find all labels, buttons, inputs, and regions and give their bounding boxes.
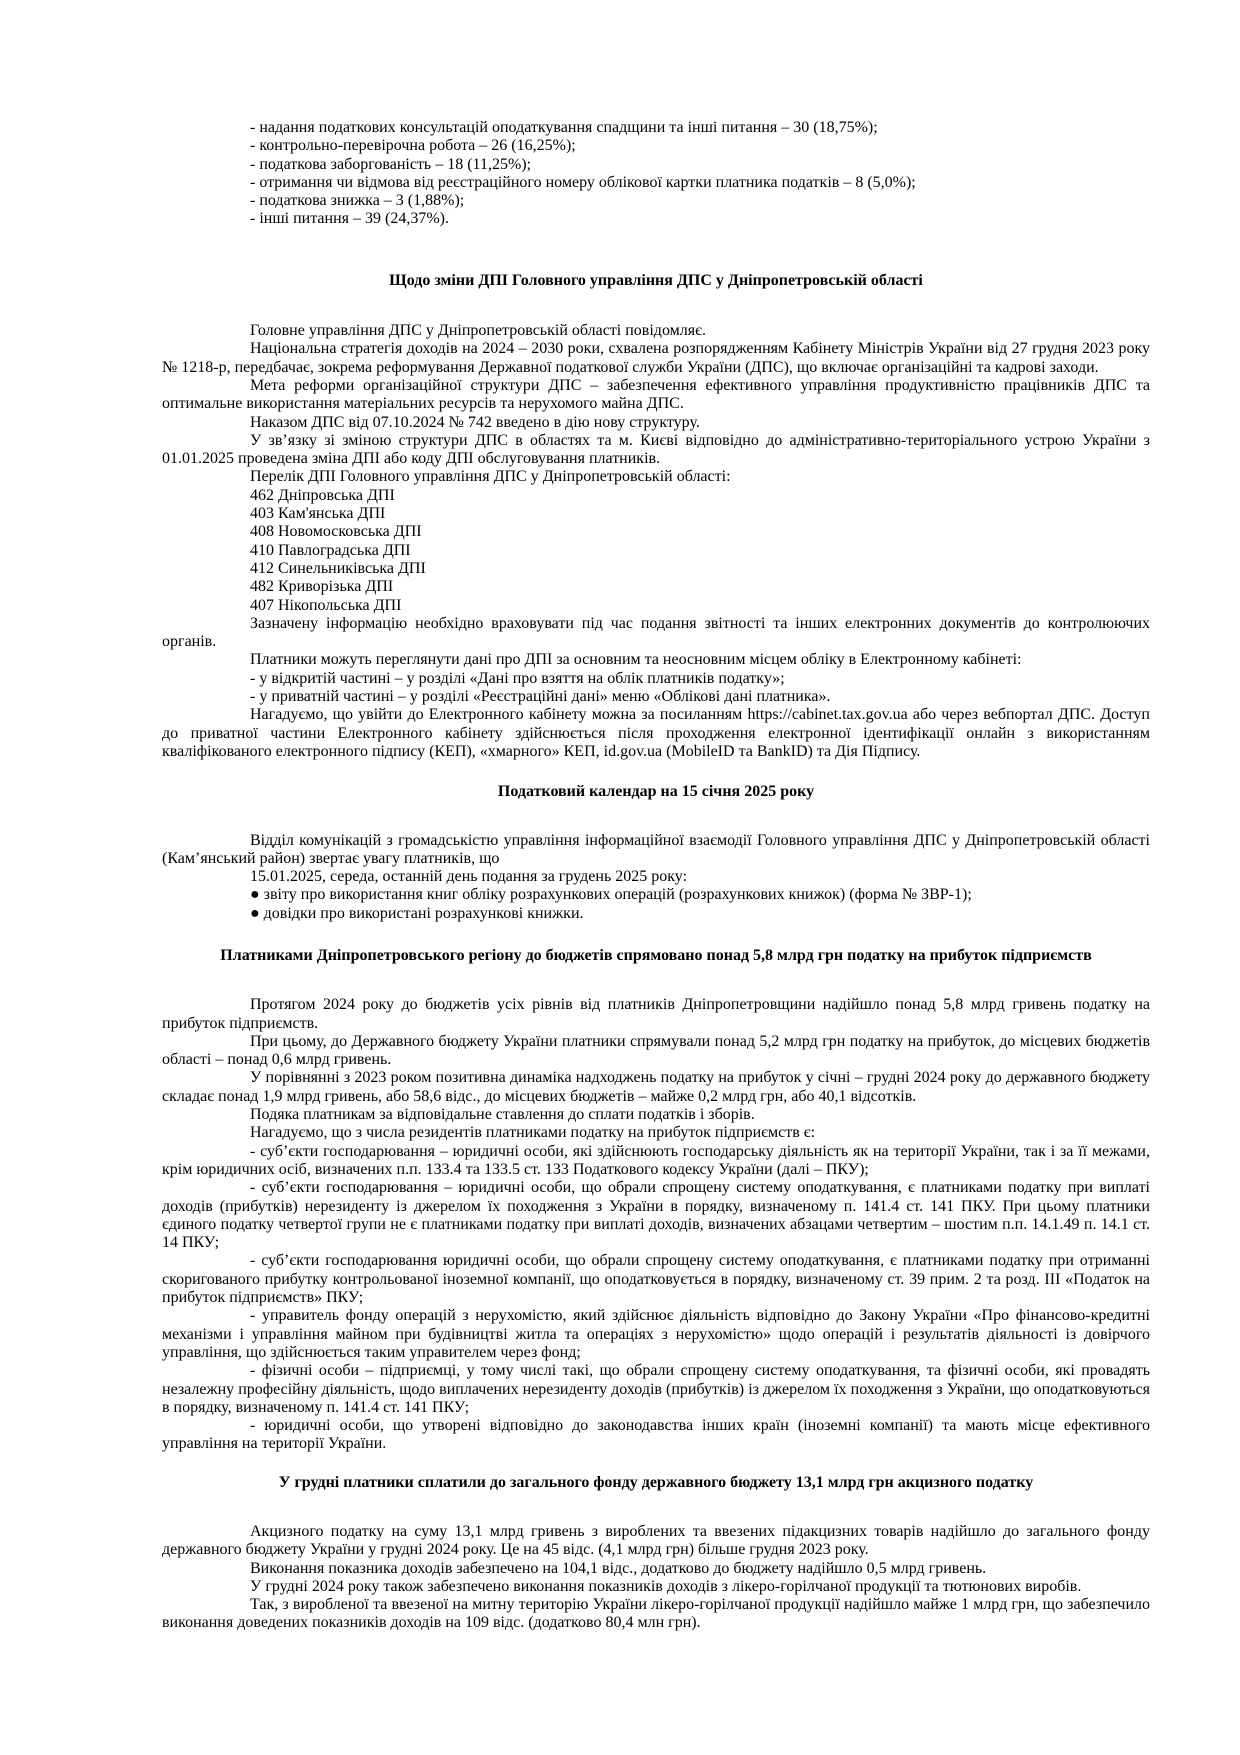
intro-stat-item: - контрольно-перевірочна робота – 26 (16,25%);	[250, 137, 576, 155]
dpi-list-item: 403 Кам'янська ДПІ	[250, 505, 386, 523]
paragraph: - суб’єкти господарювання – юридичні особи, які здійснюють господарську діяльність як на території України, так і за її межами, крім юридичних осіб, визначених п.п. 133.4 та 133.5 ст. 133 Податкового кодексу України (далі – ПКУ);	[162, 1142, 1150, 1178]
paragraph: Зазначену інформацію необхідно враховувати під час подання звітності та інших електронних документів до контролюючих органів.	[162, 614, 1150, 651]
section-heading-excise-tax: У грудні платники сплатили до загального фонду державного бюджету 13,1 млрд грн акцизного податку	[278, 1473, 1034, 1491]
paragraph: У зв’язку зі зміною структури ДПС в областях та м. Києві відповідно до адміністративно-територіального устрою України з 01.01.2025 проведена зміна ДПІ або коду ДПІ обслуговування платників.	[162, 431, 1150, 468]
paragraph: - суб’єкти господарювання – юридичні особи, що обрали спрощену систему оподаткування, є платниками податку при виплаті доходів (прибутків) нерезиденту із джерелом їх походження з України в порядку, визначеному п. 141.4 ст. 141 ПКУ. При цьому платники єдиного податку четвертої групи не є платниками податку при виплаті доходів, визначених абзацами четвертим – шостим п.п. 14.1.49 п. 14.1 ст. 14 ПКУ;	[162, 1179, 1150, 1252]
intro-stat-item: - інші питання – 39 (24,37%).	[250, 210, 449, 228]
paragraph: При цьому, до Державного бюджету України платники спрямували понад 5,2 млрд грн податку на прибуток, до місцевих бюджетів області – понад 0,6 млрд гривень.	[162, 1032, 1150, 1069]
section-dpi-change	[162, 272, 1150, 761]
paragraph: Наказом ДПС від 07.10.2024 № 742 введено в дію нову структуру.	[250, 413, 700, 431]
paragraph: Платники можуть переглянути дані про ДПІ за основним та неосновним місцем обліку в Електронному кабінеті:	[250, 651, 1022, 669]
paragraph: У грудні 2024 року також забезпечено виконання показників доходів з лікеро-горілчаної продукції та тютюнових виробів.	[250, 1577, 1082, 1595]
paragraph: У порівнянні з 2023 роком позитивна динаміка надходжень податку на прибуток у січні – грудні 2024 року до державного бюджету складає понад 1,9 млрд гривень, або 58,6 відс., до місцевих бюджетів – майже 0,2 млрд грн, або 40,1 відсотків.	[162, 1069, 1150, 1105]
intro-stats-list	[162, 119, 1150, 229]
paragraph: - юридичні особи, що утворені відповідно до законодавства інших країн (іноземні компанії) та мають місце ефективного управління на території України.	[162, 1417, 1150, 1453]
dpi-list-item: 407 Нікопольська ДПІ	[250, 596, 402, 614]
intro-stat-item: - отримання чи відмова від реєстраційного номеру облікової картки платника податків – 8 (5,0%);	[250, 173, 916, 191]
paragraph: Нагадуємо, що з числа резидентів платниками податку на прибуток підприємств є:	[250, 1124, 816, 1142]
paragraph: Головне управління ДПС у Дніпропетровській області повідомляє.	[250, 322, 706, 340]
paragraph: 15.01.2025, середа, останній день подання за грудень 2025 року:	[250, 868, 688, 886]
deadline-bullet-item: ● довідки про використані розрахункові книжки.	[250, 904, 584, 922]
intro-stat-item: - податкова знижка – 3 (1,88%);	[250, 192, 465, 210]
paragraph: Так, з виробленої та ввезеної на митну територію України лікеро-горілчаної продукції надійшло майже 1 млрд грн, що забезпечило виконання доведених показників доходів на 109 відс. (додатково 80,4 млн грн).	[162, 1596, 1150, 1632]
dpi-list-item: 482 Криворізька ДПІ	[250, 578, 394, 596]
paragraph: - у відкритій частині – у розділі «Дані про взяття на облік платників податку»;	[250, 669, 785, 687]
paragraph: Протягом 2024 року до бюджетів усіх рівнів від платників Дніпропетровщини надійшло понад 5,8 млрд гривень податку на прибуток підприємств.	[162, 996, 1150, 1032]
paragraph: Акцизного податку на суму 13,1 млрд гривень з вироблених та ввезених підакцизних товарів надійшло до загального фонду державного бюджету України у грудні 2024 року. Це на 45 відс. (4,1 млрд грн) більше грудня 2023 року.	[162, 1523, 1150, 1559]
paragraph: - суб’єкти господарювання юридичні особи, що обрали спрощену систему оподаткування, є платниками податку при отриманні скоригованого прибутку контрольованої іноземної компанії, що оподатковується в порядку, визначеному ст. 39 прим. 2 та розд. ІІІ «Податок на прибуток підприємств» ПКУ;	[162, 1252, 1150, 1307]
deadline-bullet-item: ● звіту про використання книг обліку розрахункових операцій (розрахункових книжок) (форма № ЗВР-1);	[250, 886, 972, 904]
section-tax-calendar	[162, 783, 1150, 923]
paragraph: Мета реформи організаційної структури ДПС – забезпечення ефективного управління продуктивністю працівників ДПС та оптимальне використання матеріальних ресурсів та нерухомого майна ДПС.	[162, 376, 1150, 413]
paragraph: - у приватній частині – у розділі «Реєстраційні дані» меню «Облікові дані платника».	[250, 688, 831, 706]
paragraph: Виконання показника доходів забезпечено на 104,1 відс., додатково до бюджету надійшло 0,5 млрд гривень.	[250, 1559, 987, 1577]
dpi-list	[162, 487, 1150, 615]
dpi-list-item: 408 Новомосковська ДПІ	[250, 523, 422, 541]
section-profit-tax	[162, 947, 1150, 1454]
intro-stat-item: - надання податкових консультацій оподаткування спадщини та інші питання – 30 (18,75%);	[250, 119, 878, 136]
dpi-list-item: 462 Дніпровська ДПІ	[250, 486, 395, 504]
paragraph: - фізичні особи – підприємці, у тому числі такі, що обрали спрощену систему оподаткування, та фізичні особи, які провадять незалежну професійну діяльність, щодо виплачених нерезиденту доходів (прибутків) із джерелом їх походження з України, що оподатковуються в порядку, визначеному п. 141.4 ст. 141 ПКУ;	[162, 1362, 1150, 1416]
paragraph: Національна стратегія доходів на 2024 – 2030 роки, схвалена розпорядженням Кабінету Міністрів України від 27 грудня 2023 року № 1218-р, передбачає, зокрема реформування Державної податкової служби України (ДПС), що включає організаційні та кадрові заходи.	[162, 340, 1150, 376]
dpi-list-item: 410 Павлоградська ДПІ	[250, 541, 411, 559]
paragraph-with-cabinet-link: Нагадуємо, що увійти до Електронного кабінету можна за посиланням https://cabinet.tax.gov.ua або через вебпортал ДПС. Доступ до приватної частини Електронного кабінету здійснюється після проходження електронної ідентифікації онлайн з використанням кваліфікованого електронного підпису (КЕП), «хмарного» КЕП, id.gov.ua (MobileID та BankID) та Дія Підпису.	[162, 706, 1150, 760]
dpi-list-item: 412 Синельниківська ДПІ	[250, 559, 426, 577]
section-excise-tax	[162, 1474, 1150, 1633]
section-heading-profit-tax: Платниками Дніпропетровського регіону до бюджетів спрямовано понад 5,8 млрд грн податку на прибуток підприємств	[220, 946, 1092, 964]
paragraph: Відділ комунікацій з громадськістю управління інформаційної взаємодії Головного управління ДПС у Дніпропетровській області (Кам’янський район) звертає увагу платників, що	[162, 831, 1150, 867]
section-heading-dpi-change: Щодо зміни ДПІ Головного управління ДПС у Дніпропетровській області	[389, 271, 923, 289]
paragraph: Подяка платникам за відповідальне ставлення до сплати податків і зборів.	[250, 1106, 755, 1124]
section-heading-tax-calendar: Податковий календар на 15 січня 2025 року	[497, 783, 815, 801]
intro-stat-item: - податкова заборгованість – 18 (11,25%);	[250, 155, 532, 173]
paragraph: - управитель фонду операцій з нерухомістю, який здійснює діяльність відповідно до Закону України «Про фінансово-кредитні механізми і управління майном при будівництві житла та операціях з нерухомістю» щодо операцій і результатів діяльності із довірчого управління, що здійснюється таким управителем через фонд;	[162, 1307, 1150, 1361]
paragraph: Перелік ДПІ Головного управління ДПС у Дніпропетровській області:	[250, 468, 731, 486]
